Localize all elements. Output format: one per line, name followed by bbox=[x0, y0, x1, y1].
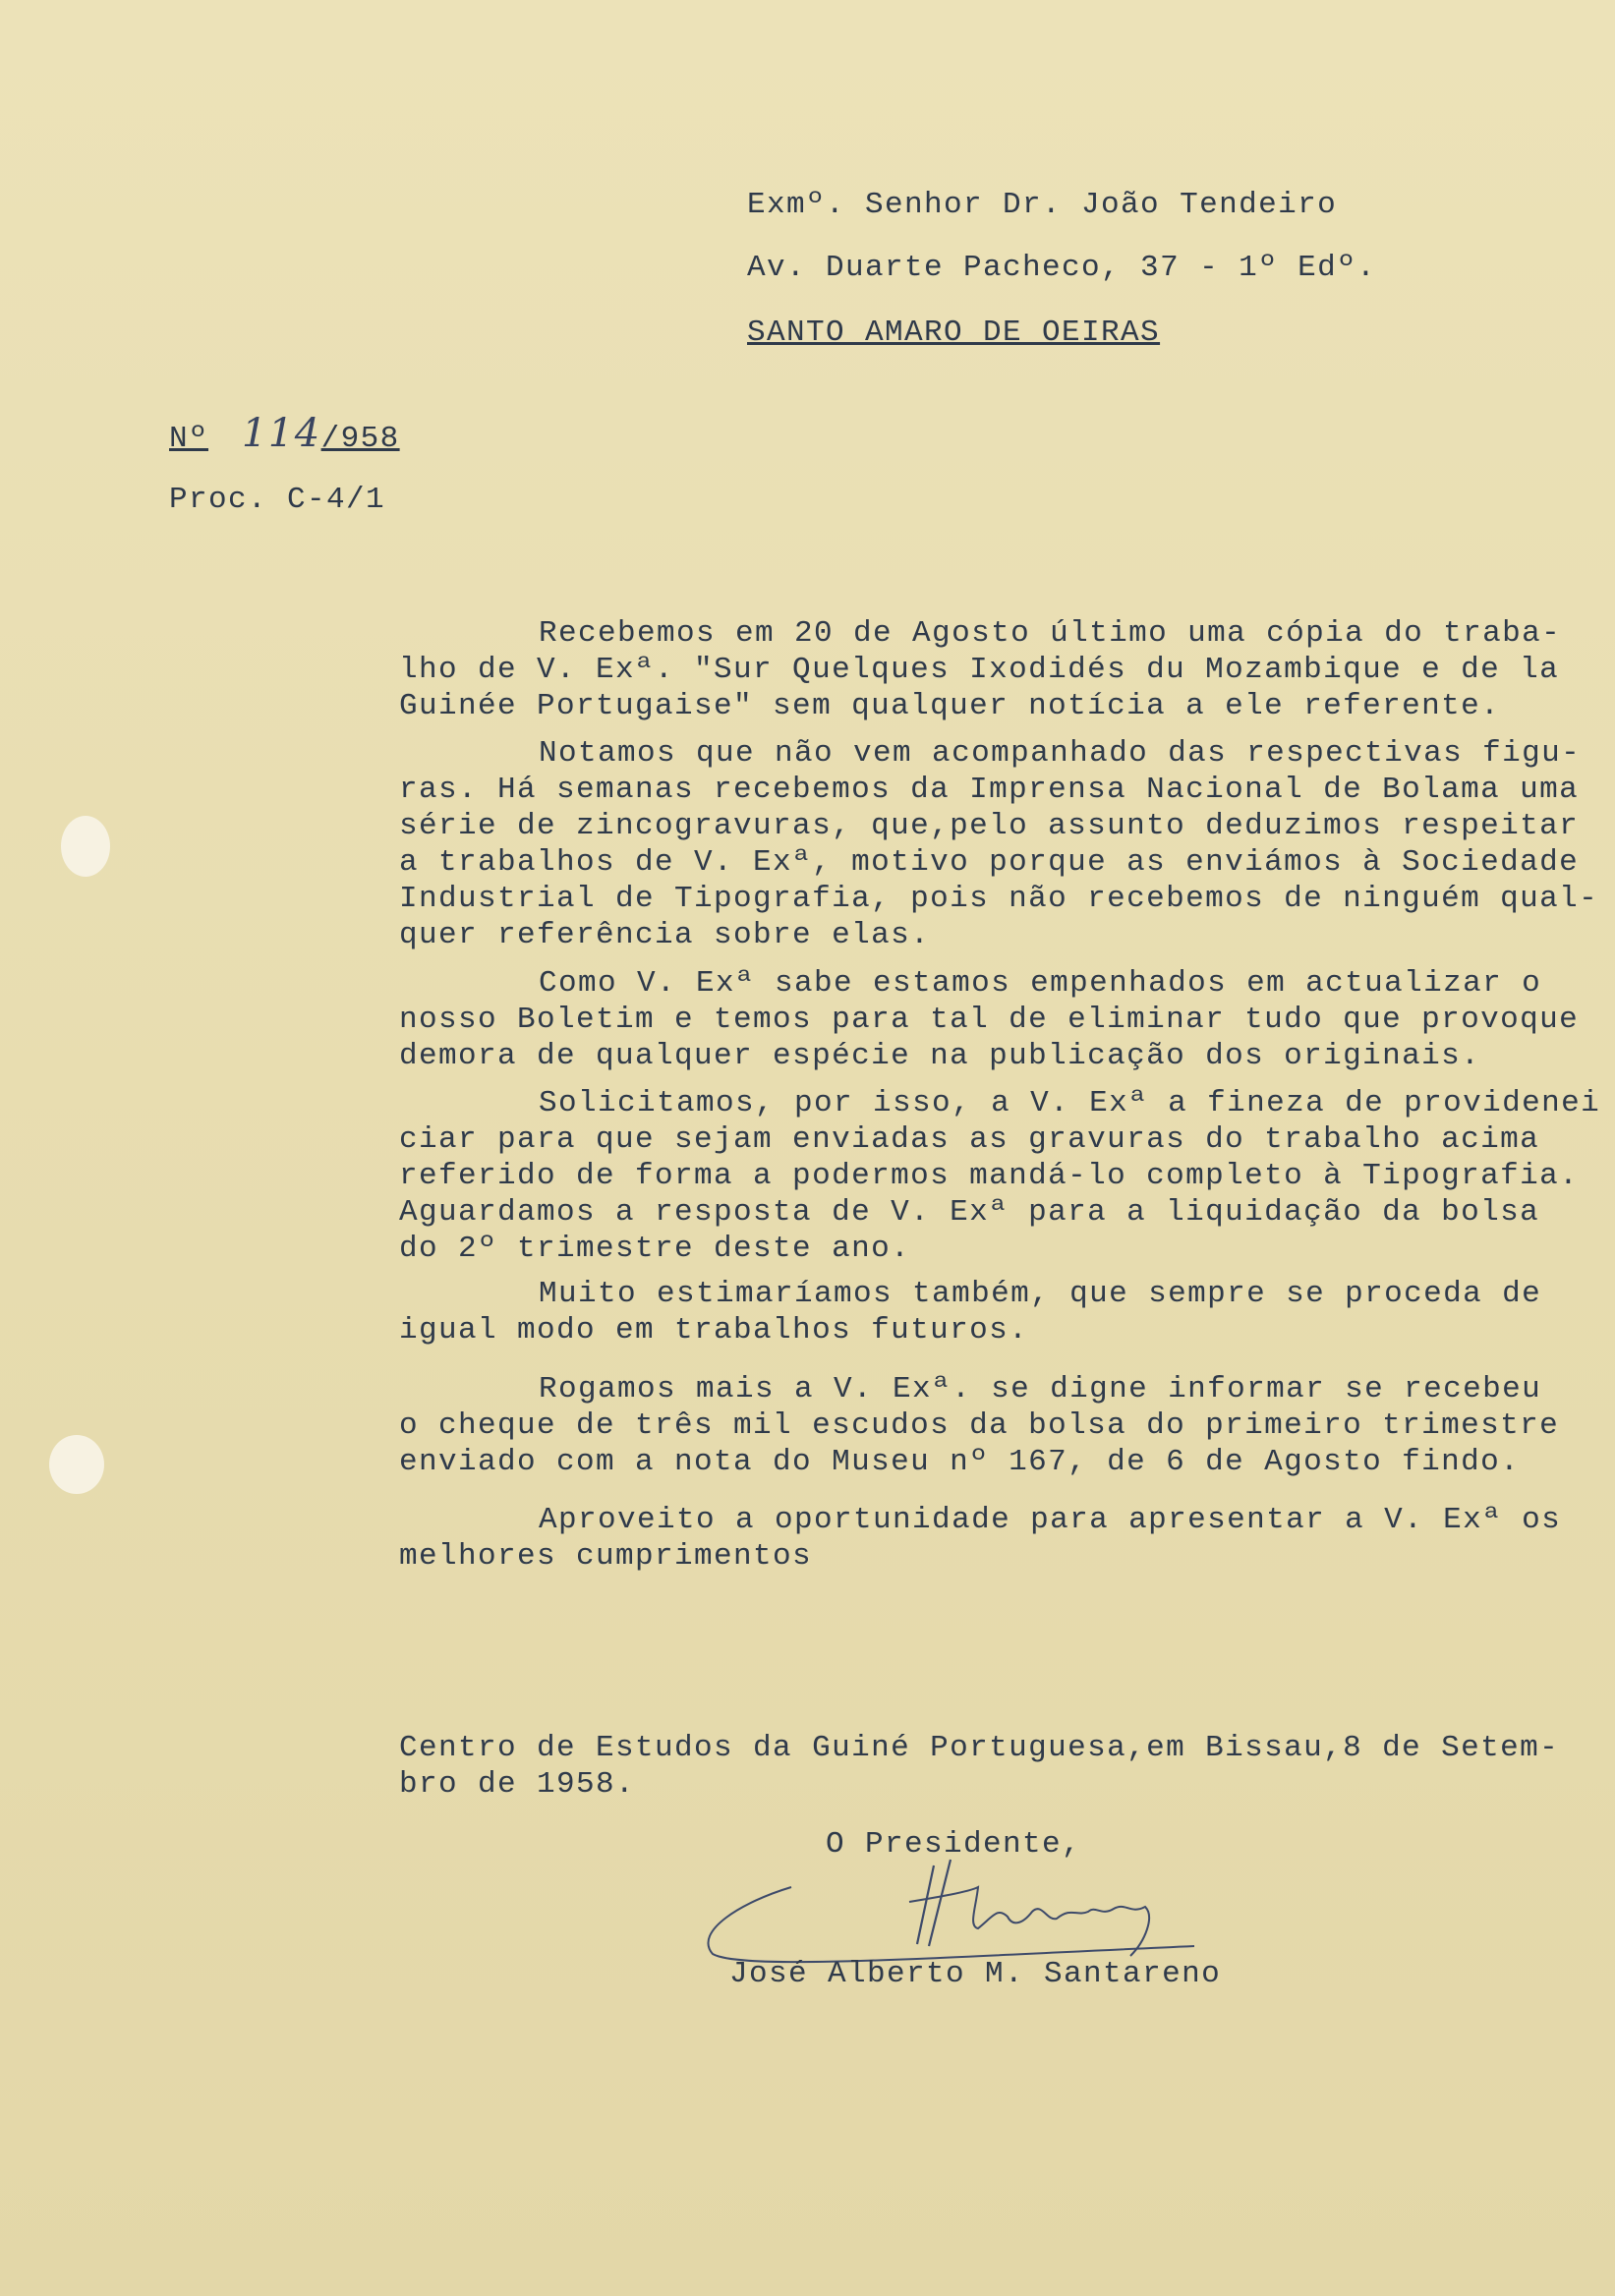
paragraph-3 bbox=[399, 965, 1580, 1074]
reference-number-prefix: Nº bbox=[169, 422, 209, 456]
paragraph-line: enviado com a nota do Museu nº 167, de 6 de Agosto findo. bbox=[399, 1445, 1521, 1479]
process-number: Proc. C-4/1 bbox=[169, 483, 386, 517]
paragraph-line: quer referência sobre elas. bbox=[399, 918, 931, 952]
paragraph-line: a trabalhos de V. Exª, motivo porque as enviámos à Sociedade bbox=[399, 845, 1580, 880]
paragraph-7 bbox=[399, 1502, 1567, 1575]
place-date bbox=[399, 1730, 1567, 1803]
paragraph-line: ras. Há semanas recebemos da Imprensa Nacional de Bolama uma bbox=[399, 773, 1580, 807]
addressee-street: Av. Duarte Pacheco, 37 - 1º Edº. bbox=[747, 251, 1377, 285]
signer-name: José Alberto M. Santareno bbox=[729, 1957, 1222, 1991]
punch-hole bbox=[61, 816, 110, 877]
paragraph-line: Como V. Exª sabe estamos empenhados em actualizar o bbox=[539, 966, 1542, 1001]
paragraph-line: do 2º trimestre deste ano. bbox=[399, 1232, 911, 1266]
paragraph-line: lho de V. Exª. "Sur Quelques Ixodidés du Mozambique e de la bbox=[399, 653, 1560, 687]
paragraph-line: série de zincogravuras, que,pelo assunto deduzimos respeitar bbox=[399, 809, 1580, 843]
reference-number-year: /958 bbox=[320, 422, 400, 456]
signer-title: O Presidente, bbox=[826, 1827, 1082, 1862]
handwritten-signature bbox=[683, 1848, 1214, 1966]
paragraph-line: Aproveito a oportunidade para apresentar a V. Exª os bbox=[539, 1503, 1562, 1537]
paragraph-line: Recebemos em 20 de Agosto último uma cópia do traba- bbox=[539, 616, 1562, 651]
reference-number-handwritten: 114 bbox=[242, 411, 321, 456]
paragraph-6 bbox=[399, 1371, 1567, 1480]
paragraph-line: Solicitamos, por isso, a V. Exª a fineza de providenei bbox=[539, 1086, 1601, 1120]
paragraph-line: Rogamos mais a V. Exª. se digne informar se recebeu bbox=[539, 1372, 1542, 1406]
paragraph-line: o cheque de três mil escudos da bolsa do primeiro trimestre bbox=[399, 1408, 1560, 1443]
paragraph-5 bbox=[399, 1276, 1567, 1349]
addressee-city: SANTO AMARO DE OEIRAS bbox=[747, 316, 1161, 350]
paragraph-line: nosso Boletim e temos para tal de eliminar tudo que provoque bbox=[399, 1003, 1580, 1037]
punch-hole bbox=[49, 1435, 104, 1494]
paragraph-line: Aguardamos a resposta de V. Exª para a liquidação da bolsa bbox=[399, 1195, 1540, 1230]
paragraph-line: referido de forma a podermos mandá-lo completo à Tipografia. bbox=[399, 1159, 1580, 1193]
paragraph-2 bbox=[399, 735, 1599, 953]
paragraph-line: Notamos que não vem acompanhado das respectivas figu- bbox=[539, 736, 1582, 771]
reference-number bbox=[169, 411, 400, 457]
paragraph-line: Guinée Portugaise" sem qualquer notícia a ele referente. bbox=[399, 689, 1501, 723]
paragraph-line: igual modo em trabalhos futuros. bbox=[399, 1313, 1029, 1348]
paragraph-1 bbox=[399, 615, 1567, 724]
paragraph-line: melhores cumprimentos bbox=[399, 1539, 813, 1574]
paragraph-line: ciar para que sejam enviadas as gravuras do trabalho acima bbox=[399, 1122, 1540, 1157]
place-date-line: Centro de Estudos da Guiné Portuguesa,em Bissau,8 de Setem- bbox=[399, 1731, 1560, 1765]
place-date-line: bro de 1958. bbox=[399, 1767, 636, 1802]
paragraph-line: Muito estimaríamos também, que sempre se proceda de bbox=[539, 1277, 1542, 1311]
paragraph-line: demora de qualquer espécie na publicação dos originais. bbox=[399, 1039, 1481, 1073]
addressee-name: Exmº. Senhor Dr. João Tendeiro bbox=[747, 188, 1338, 222]
paragraph-line: Industrial de Tipografia, pois não recebemos de ninguém qual- bbox=[399, 882, 1599, 916]
paragraph-4 bbox=[399, 1085, 1601, 1267]
